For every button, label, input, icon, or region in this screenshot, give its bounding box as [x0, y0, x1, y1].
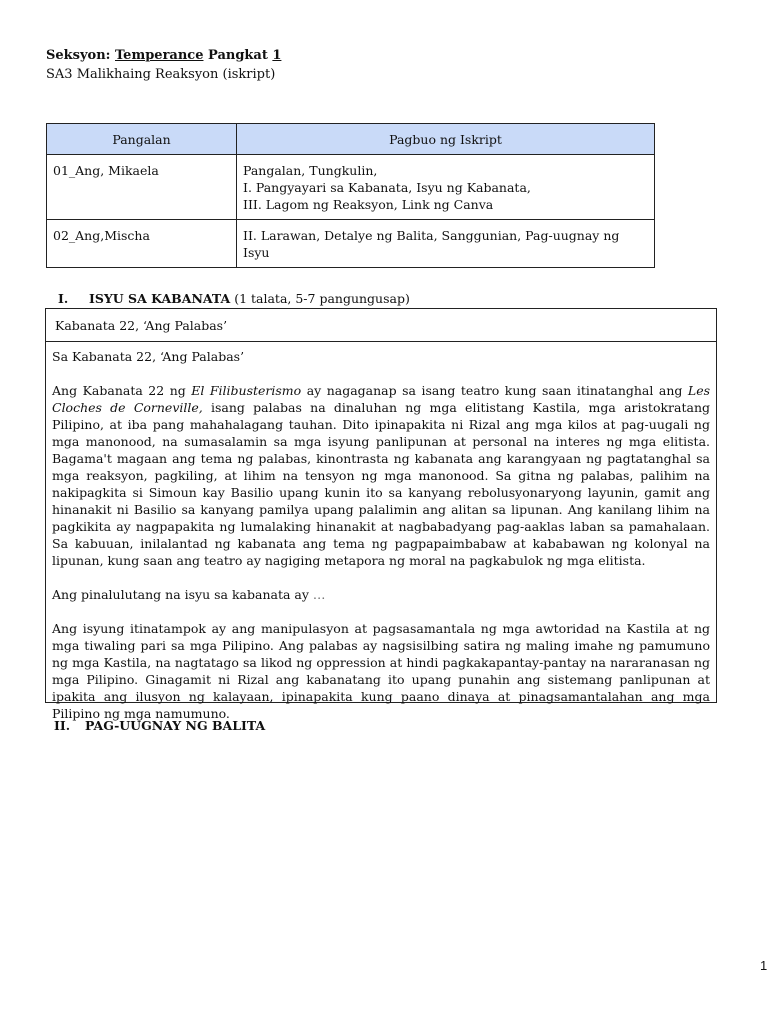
intro-line: Sa Kabanata 22, ‘Ang Palabas’ [52, 349, 245, 364]
section-title: PAG-UUGNAY NG BALITA [85, 718, 266, 733]
section-heading-balita [54, 717, 265, 734]
text-run: isang palabas na dinaluhan ng mga elitistang Kastila, mga aristokratang Pilipino, at iba pang mahahalagang tauhan. Dito ipinapakita ni Rizal ang mga kilos at pag-uugali ng mga manonood, na sumasalamin sa mga isyung panlipunan at personal na interes ng mga elitista. Bagama't magaan ang tema ng palabas, kinontrasta ng kabanata ang karangyaan ng pagtatanghal sa mga reaksyon, pagkiling, at lihim na tensyon ng mga manonood. Sa gitna ng palabas, palihim na nakipagkita si Simoun kay Basilio upang kunin ito sa kanyang rebolusyonaryong layunin, gamit ang hinanakit ni Basilio sa kanyang pamilya upang palalimin ang alitan sa lipunan. Ang kanilang lihim na pagkikita ay nagpapakita ng lumalaking hinanakit at nagbabadyang pag-aaklas laban sa pamahalaan. Sa kabuuan, inilalantad ng kabanata ang tema ng pagpapaimbabaw at kababawan ng kolonyal na lipunan, kung saan ang teatro ay nagiging metapora ng moral na pagkabulok ng mga elitista. [52, 400, 710, 568]
seksyon-value: Temperance [115, 48, 204, 63]
section-note: (1 talata, 5-7 pangungusap) [230, 291, 410, 306]
book-title: El Filibusterismo [191, 383, 302, 398]
box-header: Kabanata 22, ‘Ang Palabas’ [46, 309, 716, 342]
isyu-content-box [45, 308, 717, 721]
document-subtitle: SA3 Malikhaing Reaksyon (iskript) [46, 67, 276, 82]
section-title: ISYU SA KABANATA [89, 291, 231, 306]
task-line: III. Lagom ng Reaksyon, Link ng Canva [243, 197, 494, 212]
member-tasks [237, 155, 655, 220]
section-number: II. [54, 718, 71, 733]
play-title: Les Cloches de Corneville, [52, 383, 711, 415]
section-heading-isyu [58, 290, 410, 307]
pangkat-value: 1 [272, 48, 282, 63]
table-row [47, 155, 655, 220]
section-number: I. [58, 291, 69, 306]
table-header-row [47, 124, 655, 155]
page-number: 1 [760, 958, 768, 973]
section-group-line [46, 47, 281, 64]
member-name: 01_Ang, Mikaela [47, 155, 237, 220]
task-line: I. Pangyayari sa Kabanata, Isyu ng Kabanata, [243, 180, 531, 195]
text-run: Ang pinalulutang na isyu sa kabanata ay [52, 587, 313, 602]
column-header-pagbuo: Pagbuo ng Iskript [237, 124, 655, 155]
task-line: II. Larawan, Detalye ng Balita, Sanggunian, Pag-uugnay ng Isyu [243, 228, 620, 260]
ellipsis: … [312, 587, 326, 602]
box-body [46, 342, 716, 722]
roster-table [46, 123, 655, 268]
text-run: ay nagaganap sa isang teatro kung saan itinatanghal ang [301, 383, 688, 398]
member-tasks [237, 220, 655, 268]
paragraph-summary [52, 382, 710, 569]
paragraph-issue: Ang isyung itinatampok ay ang manipulasyon at pagsasamantala ng mga awtoridad na Kastila at ng mga tiwaling pari sa mga Pilipino. Ang palabas ay nagsisilbing satira ng maling imahe ng pamumuno ng mga Kastila, na nagtatago sa likod ng oppression at hindi pagkakapantay-pantay na nararanasan ng mga Pilipino. Ginagamit ni Rizal ang kabanatang ito upang punahin ang sistemang panlipunan at ipakita ang ilusyon ng kalayaan, ipinapakita kung paano dinaya at pinagsamantalahan ang mga Pilipino ng mga namumuno. [52, 621, 710, 721]
seksyon-label: Seksyon: [46, 48, 111, 63]
paragraph-prompt [52, 586, 710, 603]
table-row [47, 220, 655, 268]
column-header-pangalan: Pangalan [47, 124, 237, 155]
task-line: Pangalan, Tungkulin, [243, 163, 378, 178]
pangkat-label: Pangkat [208, 48, 268, 63]
member-name: 02_Ang,Mischa [47, 220, 237, 268]
text-run: Ang Kabanata 22 ng [52, 383, 192, 398]
